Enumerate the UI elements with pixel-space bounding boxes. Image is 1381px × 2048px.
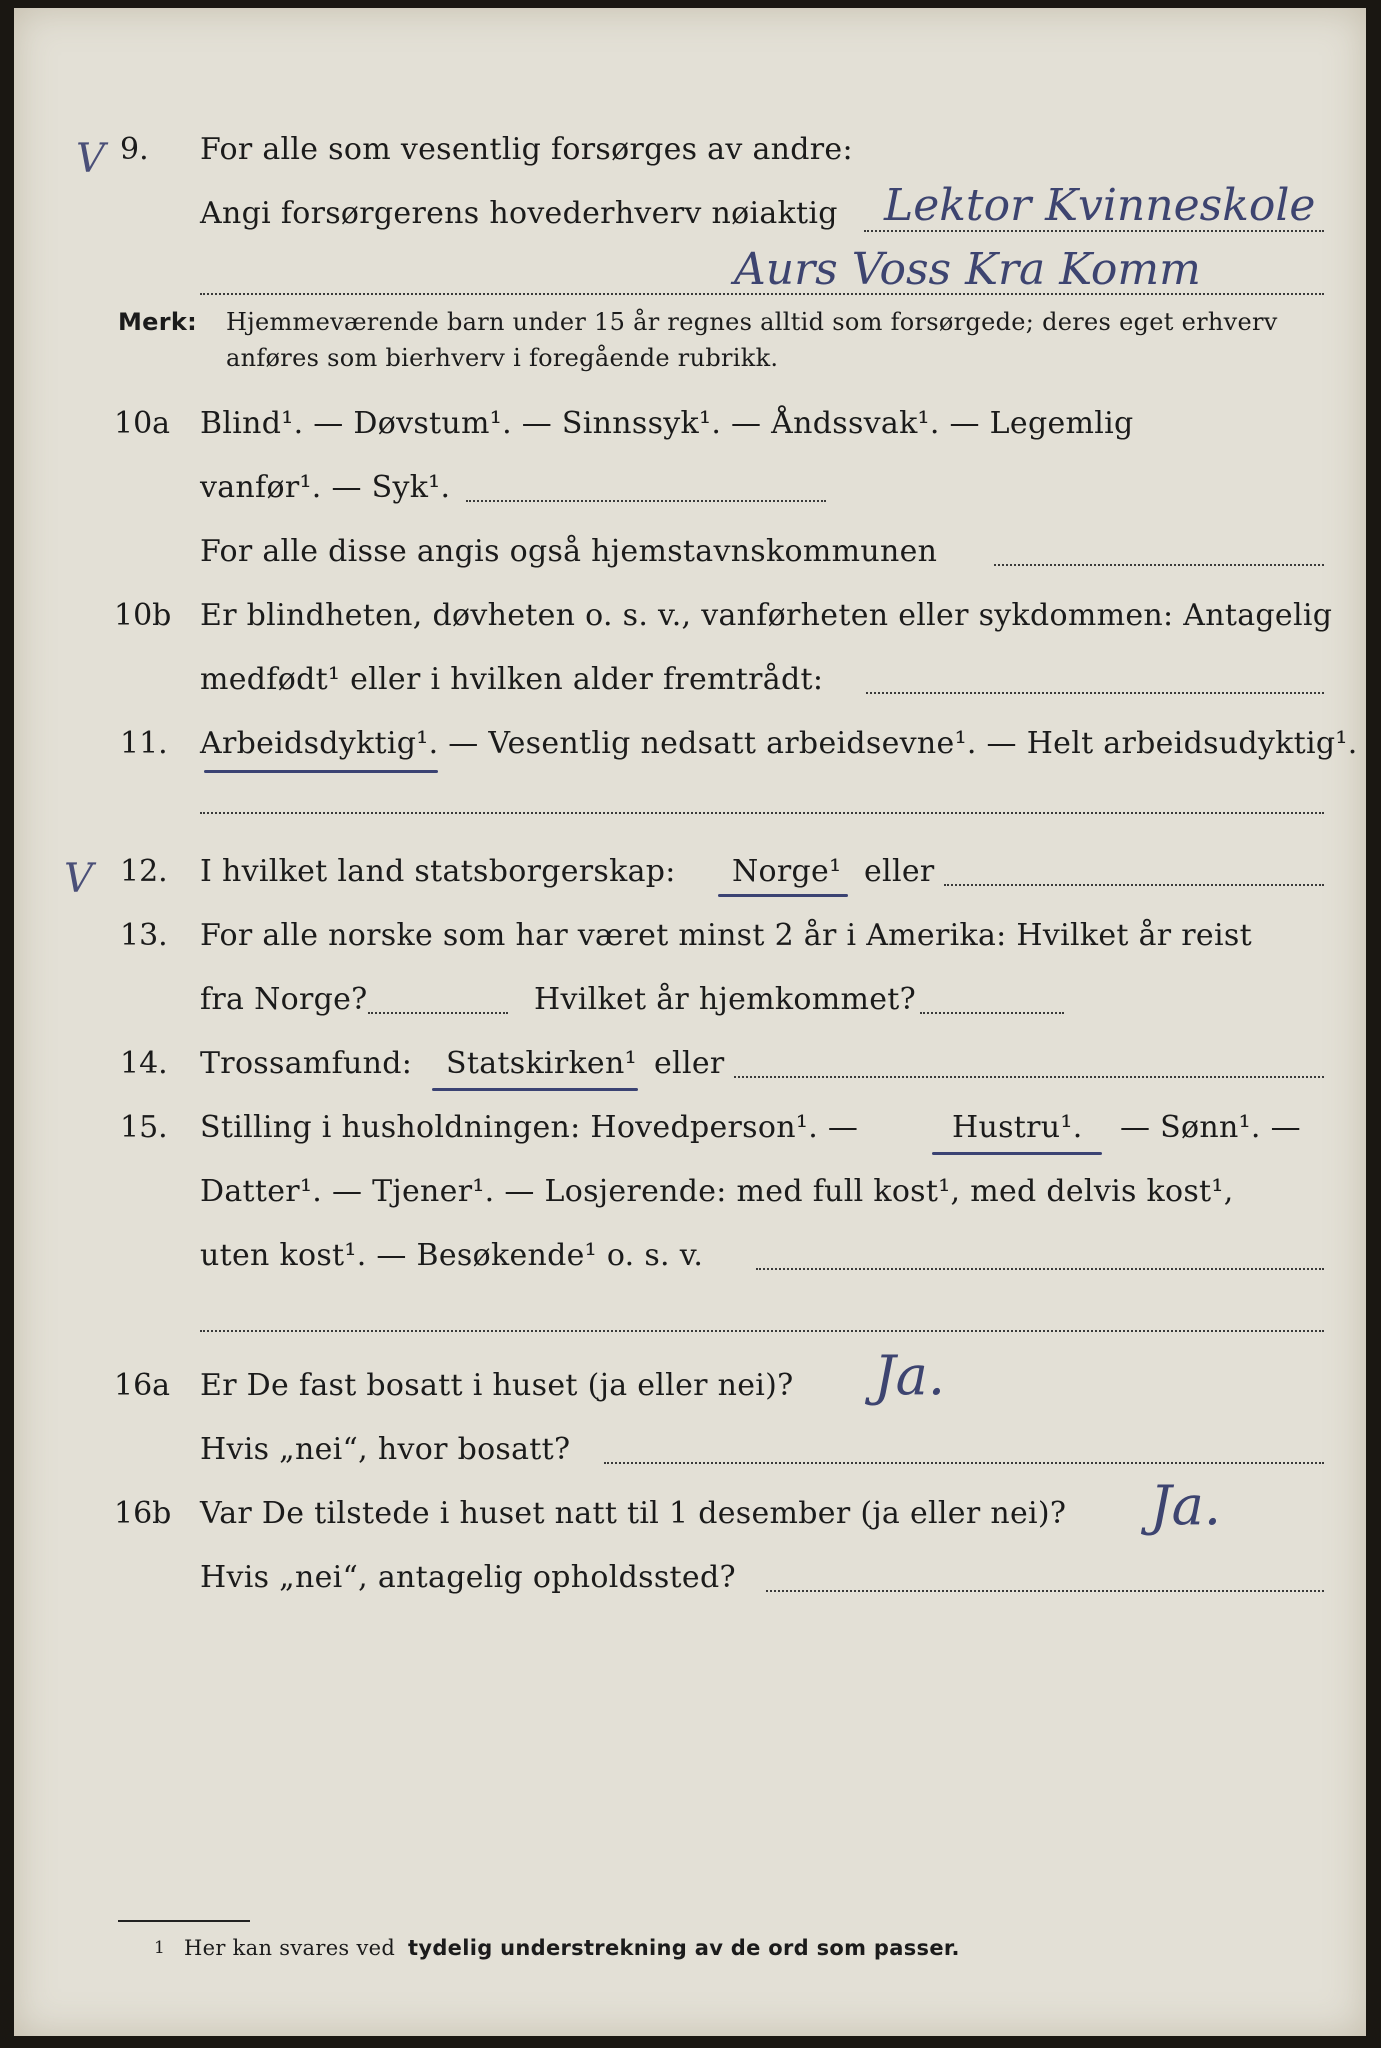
q15-number: 15.	[120, 1110, 168, 1145]
merk-label: Merk:	[118, 308, 198, 336]
footnote-rule	[118, 1920, 250, 1922]
q11-number: 11.	[120, 726, 168, 761]
q10a-line2: vanfør¹. — Syk¹.	[200, 470, 451, 505]
q13-number: 13.	[120, 918, 168, 953]
q16b-line1: Var De tilstede i huset natt til 1 desember (ja eller nei)?	[200, 1496, 1067, 1531]
q16b-number: 16b	[114, 1496, 172, 1531]
q16b-answer-line	[766, 1590, 1324, 1592]
q16b-handwritten-answer: Ja.	[1150, 1474, 1222, 1537]
q15-line2: Datter¹. — Tjener¹. — Losjerende: med full kost¹, med delvis kost¹,	[200, 1174, 1234, 1209]
q15-hustru: Hustru¹.	[952, 1110, 1083, 1145]
merk-line2: anføres som bierhverv i foregående rubrikk.	[226, 344, 779, 372]
q14-number: 14.	[120, 1046, 168, 1081]
q16a-line2: Hvis „nei“, hvor bosatt?	[200, 1432, 571, 1467]
q11-line1: Arbeidsdyktig¹. — Vesentlig nedsatt arbeidsevne¹. — Helt arbeidsudyktig¹.	[200, 726, 1358, 761]
q16a-line1: Er De fast bosatt i huset (ja eller nei)?	[200, 1368, 794, 1403]
footnote-text-bold: tydelig understrekning av de ord som passer.	[408, 1936, 960, 1960]
check-mark-v-9: V	[76, 136, 105, 182]
q12-underline-norge	[718, 894, 848, 897]
q10a-line3: For alle disse angis også hjemstavnskommunen	[200, 534, 938, 569]
q16a-answer-line	[604, 1462, 1324, 1464]
check-mark-v-12: V	[64, 856, 93, 902]
q9-number: 9.	[120, 132, 149, 167]
q10a-answer-line1	[466, 500, 826, 502]
q10a-number: 10a	[114, 406, 171, 441]
q9-handwritten-answer1: Lektor Kvinneskole	[884, 180, 1316, 231]
q15-answer-line2	[200, 1330, 1324, 1332]
q15-line3: uten kost¹. — Besøkende¹ o. s. v.	[200, 1238, 704, 1273]
q9-line1: For alle som vesentlig forsørges av andre:	[200, 132, 853, 167]
q13-line2b: Hvilket år hjemkommet?	[534, 982, 917, 1017]
q16a-handwritten-answer: Ja.	[874, 1344, 946, 1407]
census-form-page	[14, 8, 1366, 2036]
q12-number: 12.	[120, 854, 168, 889]
q12-norge: Norge¹	[732, 854, 842, 889]
footnote-marker: 1	[154, 1938, 166, 1958]
q16b-line2: Hvis „nei“, antagelig opholdssted?	[200, 1560, 736, 1595]
q10b-line1: Er blindheten, døvheten o. s. v., vanførheten eller sykdommen: Antagelig	[200, 598, 1333, 633]
q9-line2: Angi forsørgerens hovederhverv nøiaktig	[200, 196, 838, 231]
q10b-line2: medfødt¹ eller i hvilken alder fremtrådt:	[200, 662, 824, 697]
q10a-line1: Blind¹. — Døvstum¹. — Sinnssyk¹. — Åndssvak¹. — Legemlig	[200, 406, 1134, 441]
q14-answer-line	[734, 1076, 1324, 1078]
q9-handwritten-answer2: Aurs Voss Kra Komm	[734, 244, 1201, 295]
q10b-answer-line	[866, 692, 1324, 694]
q13-answer-hjemkommet	[920, 1012, 1064, 1014]
q12-line1: I hvilket land statsborgerskap:	[200, 854, 676, 889]
q10b-number: 10b	[114, 598, 172, 633]
q11-underline-arbeidsdyktig	[204, 770, 438, 773]
q15-underline-hustru	[932, 1152, 1102, 1155]
q12-eller: eller	[864, 854, 935, 889]
q15-line1a: Stilling i husholdningen: Hovedperson¹. —	[200, 1110, 859, 1145]
q16a-number: 16a	[114, 1368, 171, 1403]
q11-answer-line	[200, 812, 1324, 814]
footnote-text-plain: Her kan svares ved	[184, 1936, 396, 1960]
q13-answer-reist	[368, 1012, 508, 1014]
q14-underline-statskirken	[432, 1088, 638, 1091]
merk-line1: Hjemmeværende barn under 15 år regnes alltid som forsørgede; deres eget erhverv	[226, 308, 1278, 336]
q15-answer-line1	[756, 1268, 1324, 1270]
q14-eller: eller	[654, 1046, 725, 1081]
q13-line1: For alle norske som har været minst 2 år i Amerika: Hvilket år reist	[200, 918, 1252, 953]
q14-label: Trossamfund:	[200, 1046, 413, 1081]
q12-answer-line	[944, 884, 1324, 886]
q10a-answer-line2	[994, 564, 1324, 566]
q15-line1b: — Sønn¹. —	[1120, 1110, 1301, 1145]
q13-line2a: fra Norge?	[200, 982, 368, 1017]
q14-statskirken: Statskirken¹	[446, 1046, 637, 1081]
